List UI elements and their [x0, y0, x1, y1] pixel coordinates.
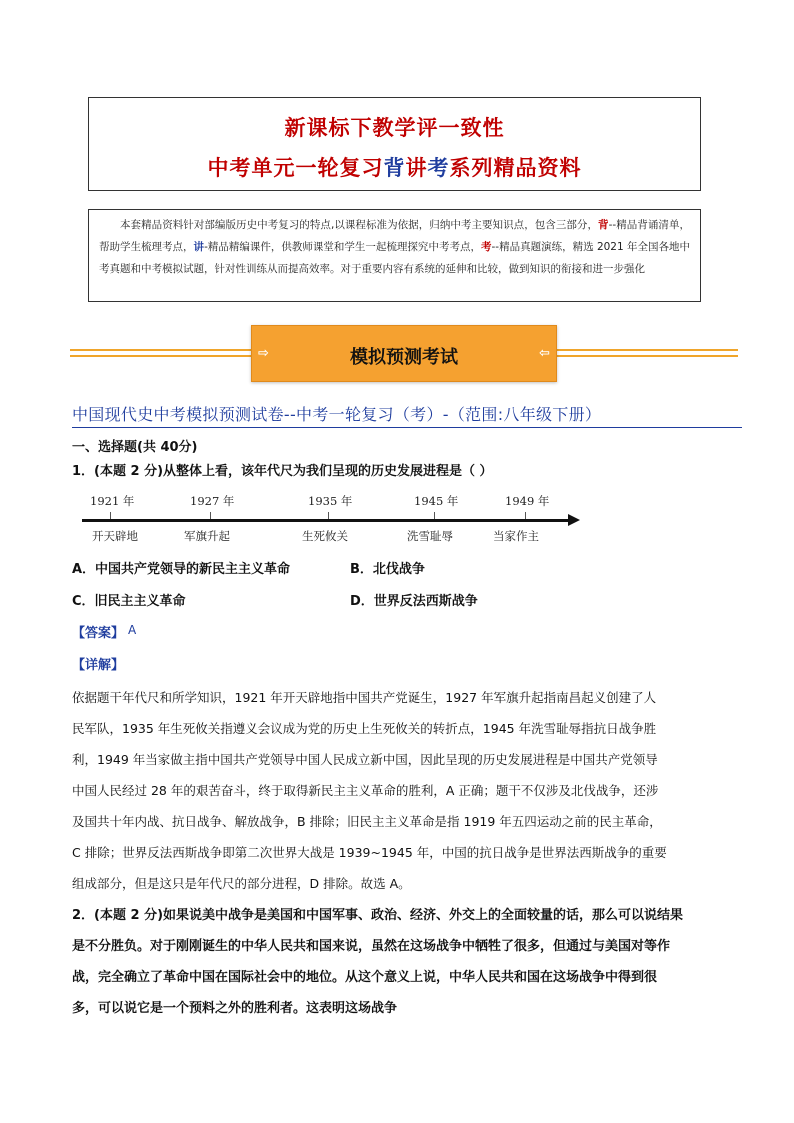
- timeline-label: 生死攸关: [302, 529, 348, 543]
- header-title-part-end: 系列精品资料: [449, 155, 582, 180]
- question-1-stem: 1．(本题 2 分)从整体上看，该年代尺为我们呈现的历史发展进程是（ ）: [72, 464, 493, 479]
- intro-text: --精品背诵清单，帮助学生梳理考点，: [99, 219, 691, 253]
- explanation-line: 组成部分，但是这只是年代尺的部分进程，D 排除。故选 A。: [72, 876, 411, 891]
- question-2-line: 2．(本题 2 分)如果说美中战争是美国和中国军事、政治、经济、外交上的全面较量的话，那么可以说结果: [72, 908, 684, 923]
- option-c: C．旧民主主义革命: [72, 594, 186, 609]
- intro-keyword-bei: 背: [598, 219, 609, 231]
- question-2-line: 是不分胜负。对于刚刚诞生的中华人民共和国来说，虽然在这场战争中牺牲了很多，但通过与美国对等作: [72, 939, 671, 954]
- timeline-year: 1935 年: [308, 494, 353, 508]
- answer-label: 【答案】: [72, 626, 125, 641]
- intro-text: --精品真题演练，精选 2021 年全国各地中考真题和中考模拟试题，针对性训练从而提高效率。对于重要内容有系统的延伸和比较，做到知识的衔接和进一步强化: [99, 241, 691, 275]
- timeline-year: 1921 年: [90, 494, 135, 508]
- explanation-line: C 排除；世界反法西斯战争即第二次世界大战是 1939~1945 年，中国的抗日战争是世界法西斯战争的重要: [72, 845, 667, 860]
- question-2-line: 战，完全确立了革命中国在国际社会中的地位。从这个意义上说，中华人民共和国在这场战争中得到很: [72, 970, 658, 985]
- explanation-line: 民军队，1935 年生死攸关指遵义会议成为党的历史上生死攸关的转折点，1945 年洗雪耻辱指抗日战争胜: [72, 721, 657, 736]
- timeline-year: 1927 年: [190, 494, 235, 508]
- timeline-year: 1945 年: [414, 494, 459, 508]
- header-title-keyword-kao: 考: [427, 155, 450, 180]
- timeline-figure: [80, 490, 590, 550]
- intro-keyword-kao: 考: [480, 241, 492, 253]
- document-title: 中国现代史中考模拟预测试卷--中考一轮复习（考）-（范围:八年级下册）: [72, 402, 742, 428]
- header-title-keyword-bei: 背: [383, 155, 406, 180]
- banner-right-arrow-icon: ⇦: [539, 346, 550, 361]
- intro-keyword-jiang: 讲: [193, 241, 205, 253]
- explanation-line: 依据题干年代尺和所学知识，1921 年开天辟地指中国共产党诞生，1927 年军旗升起指南昌起义创建了人: [72, 690, 657, 705]
- section-banner: [251, 325, 557, 382]
- timeline-label: 当家作主: [493, 529, 539, 543]
- question-2-line: 多，可以说它是一个预料之外的胜利者。这表明这场战争: [72, 1001, 398, 1016]
- banner-left-arrow-icon: ⇨: [258, 346, 269, 361]
- intro-paragraph: [99, 214, 690, 280]
- intro-text: -精品精编课件，供教师课堂和学生一起梳理探究中考考点，: [204, 241, 481, 253]
- option-d: D．世界反法西斯战争: [350, 594, 478, 609]
- header-title-line1: 新课标下教学评一致性: [284, 115, 505, 140]
- explanation-line: 利，1949 年当家做主指中国共产党领导中国人民成立新中国，因此呈现的历史发展进程是中国共产党领导: [72, 752, 658, 767]
- header-title-box: [88, 97, 701, 191]
- detail-label: 【详解】: [72, 658, 125, 673]
- explanation-line: 及国共十年内战、抗日战争、解放战争，B 排除；旧民主主义革命是指 1919 年五四运动之前的民主革命，: [72, 814, 662, 829]
- timeline-label: 开天辟地: [92, 529, 138, 543]
- header-title-keyword-jiang: 讲: [405, 155, 428, 180]
- intro-box: [88, 209, 701, 302]
- intro-text: 本套精品资料针对部编版历史中考复习的特点,以课程标准为依据，归纳中考主要知识点，包含三部分，: [120, 219, 599, 231]
- option-b: B．北伐战争: [350, 562, 425, 577]
- timeline-arrowhead-icon: [568, 514, 580, 526]
- answer-value: A: [128, 623, 137, 637]
- timeline-year: 1949 年: [505, 494, 550, 508]
- header-title-line2: [89, 152, 700, 182]
- header-title-part: 中考单元一轮复习: [207, 155, 384, 180]
- explanation-text: [72, 682, 724, 899]
- timeline-axis: [82, 519, 570, 522]
- banner-label: 模拟预测考试: [350, 347, 458, 368]
- explanation-line: 中国人民经过 28 年的艰苦奋斗，终于取得新民主主义革命的胜利，A 正确；题干不仅涉及北伐战争，还涉: [72, 783, 659, 798]
- timeline-label: 军旗升起: [184, 529, 230, 543]
- option-a: A．中国共产党领导的新民主主义革命: [72, 562, 291, 577]
- question-2-stem: [72, 900, 732, 1024]
- timeline-label: 洗雪耻辱: [407, 529, 453, 543]
- section-heading: 一、选择题(共 40分): [72, 440, 198, 455]
